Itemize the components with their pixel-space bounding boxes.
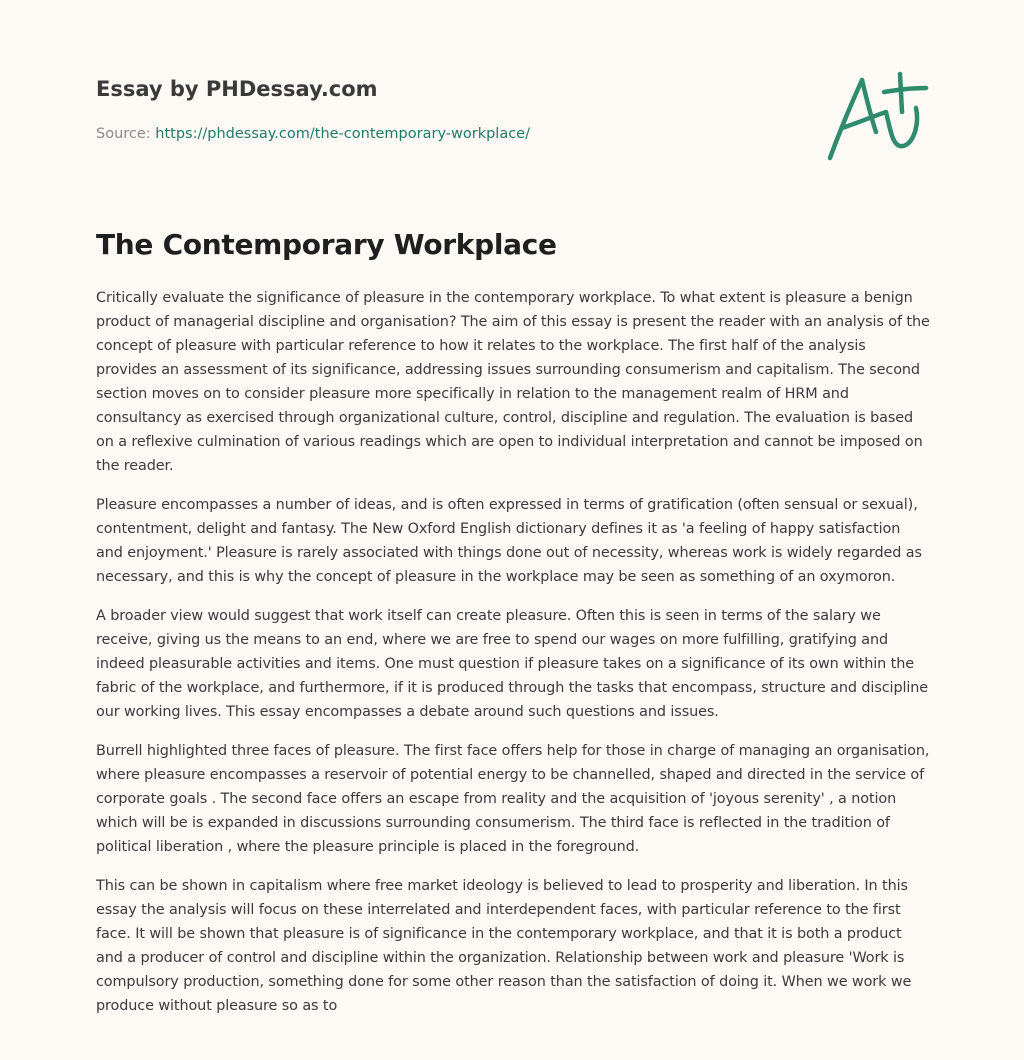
source-label: Source: <box>96 126 151 142</box>
essay-paragraph: This can be shown in capitalism where free market ideology is believed to lead to prosperity and liberation. In this essay the analysis will focus on these interrelated and interdependent faces, with particular reference to the first face. It will be shown that pleasure is of significance in the contemporary workplace, and that it is both a product and a producer of control and discipline within the organization. Relationship between work and pleasure 'Work is compulsory production, something done for some other reason than the satisfaction of doing it. When we work we produce without pleasure so as to <box>96 878 912 1014</box>
site-title: Essay by PHDessay.com <box>96 77 378 101</box>
essay-paragraph: Critically evaluate the significance of pleasure in the contemporary workplace. To what extent is pleasure a benign product of managerial discipline and organisation? The aim of this essay is present the reader with an analysis of the concept of pleasure with particular reference to how it relates to the workplace. The first half of the analysis provides an assessment of its significance, addressing issues surrounding consumerism and capitalism. The second section moves on to consider pleasure more specifically in relation to the management realm of HRM and consultancy as exercised through organizational culture, control, discipline and regulation. The evaluation is based on a reflexive culmination of various readings which are open to individual interpretation and cannot be imposed on the reader. <box>96 290 930 474</box>
essay-paragraph: Burrell highlighted three faces of pleasure. The first face offers help for those in charge of managing an organisation, where pleasure encompasses a reservoir of potential energy to be channelled, shaped and directed in the service of corporate goals . The second face offers an escape from reality and the acquisition of 'joyous serenity' , a notion which will be is expanded in discussions surrounding consumerism. The third face is reflected in the tradition of political liberation , where the pleasure principle is placed in the foreground. <box>96 743 930 855</box>
source-line <box>96 124 796 144</box>
essay-header <box>96 74 796 144</box>
a-plus-logo-icon <box>820 66 930 166</box>
essay-paragraph: Pleasure encompasses a number of ideas, and is often expressed in terms of gratification (often sensual or sexual), contentment, delight and fantasy. The New Oxford English dictionary defines it as 'a feeling of happy satisfaction and enjoyment.' Pleasure is rarely associated with things done out of necessity, whereas work is widely regarded as necessary, and this is why the concept of pleasure in the workplace may be seen as something of an oxymoron. <box>96 497 922 585</box>
essay-body <box>96 286 930 1033</box>
essay-paragraph: A broader view would suggest that work itself can create pleasure. Often this is seen in terms of the salary we receive, giving us the means to an end, where we are free to spend our wages on more fulfilling, gratifying and indeed pleasurable activities and items. One must question if pleasure takes on a significance of its own within the fabric of the workplace, and furthermore, if it is produced through the tasks that encompass, structure and discipline our working lives. This essay encompasses a debate around such questions and issues. <box>96 608 929 720</box>
essay-title: The Contemporary Workplace <box>96 228 557 261</box>
source-link[interactable]: https://phdessay.com/the-contemporary-workplace/ <box>155 126 530 142</box>
